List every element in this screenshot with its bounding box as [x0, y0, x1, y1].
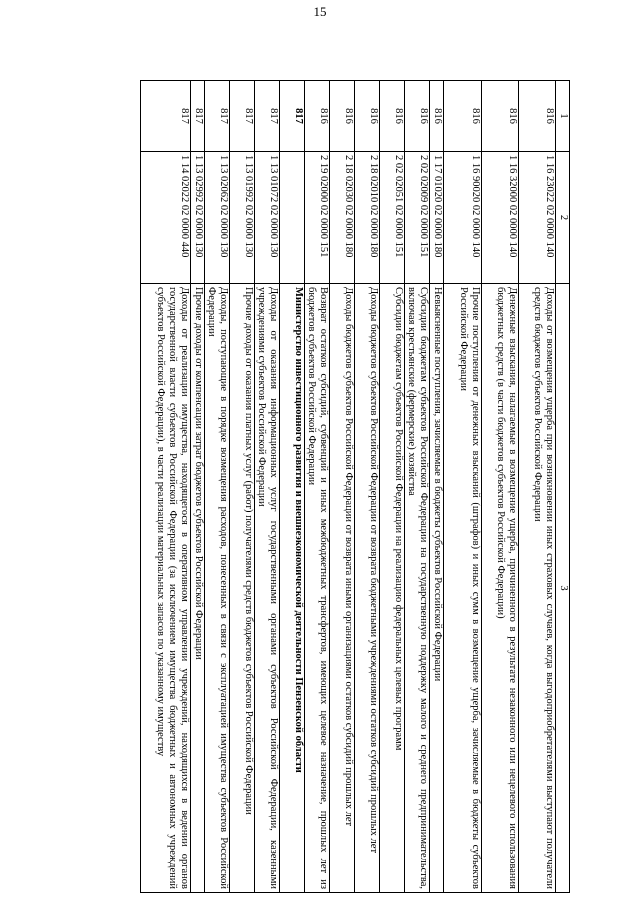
row-code-cell: 817 [255, 81, 280, 152]
table-row [205, 81, 230, 893]
table-row [330, 81, 355, 893]
table-row [255, 81, 280, 893]
row-code-cell: 816 [305, 81, 330, 152]
header-col-1: 1 [556, 81, 570, 152]
row-description-cell: Денежные взыскания, налагаемые в возмещение ущерба, причиненного в результате незаконного или нецелевого использования бюджетных средств (в части бюджетов субъектов Российской Федерации) [482, 284, 519, 893]
header-col-2: 2 [556, 152, 570, 284]
row-description-cell: Доходы, поступающие в порядке возмещения расходов, понесенных в связи с эксплуатацией имущества субъектов Российской Федерации [205, 284, 230, 893]
row-description-cell: Прочие поступления от денежных взысканий (штрафов) и иных сумм в возмещение ущерба, зачисляемые в бюджеты субъектов Российской Федерации [444, 284, 482, 893]
row-kbk-cell: 2 18 02030 02 0000 180 [330, 152, 355, 284]
row-kbk-cell: 2 02 02051 02 0000 151 [380, 152, 405, 284]
table-row [519, 81, 556, 893]
row-kbk-cell: 1 16 23022 02 0000 140 [519, 152, 556, 284]
row-kbk-cell: 1 13 01072 02 0000 130 [255, 152, 280, 284]
row-code-cell: 816 [380, 81, 405, 152]
row-description-cell: Невыясненные поступления, зачисляемые в бюджеты субъектов Российской Федерации [430, 284, 444, 893]
row-description-cell: Доходы от реализации имущества, находящегося в оперативном управлении учреждений, находящихся в ведении органов государственной власти субъектов Российской Федерации (за исключением имущества бюджетных и автономных учреждений субъектов Российской Федерации), в части реализации материальных запасов по указанному имуществу [141, 284, 191, 893]
row-description-cell: Доходы бюджетов субъектов Российской Федерации от возврата иными организациями остатков субсидий прошлых лет [330, 284, 355, 893]
row-code-cell: 817 [141, 81, 191, 152]
table-body [141, 81, 556, 893]
row-kbk-cell: 1 13 02992 02 0000 130 [191, 152, 205, 284]
row-description-cell: Доходы бюджетов субъектов Российской Федерации от возврата бюджетными учреждениями остатков субсидий прошлых лет [355, 284, 380, 893]
table-row [405, 81, 430, 893]
row-code-cell: 817 [205, 81, 230, 152]
row-description-cell: Доходы от оказания информационных услуг государственными органами субъектов Российской Федерации, казенными учреждениями субъектов Российской Федерации [255, 284, 280, 893]
table-row [380, 81, 405, 893]
row-kbk-cell: 2 02 02009 02 0000 151 [405, 152, 430, 284]
row-code-cell: 816 [330, 81, 355, 152]
table-row [355, 81, 380, 893]
row-kbk-cell: 1 13 02062 02 0000 130 [205, 152, 230, 284]
row-kbk-cell: 1 13 01992 02 0000 130 [230, 152, 255, 284]
row-description-cell: Прочие доходы от оказания платных услуг (работ) получателями средств бюджетов субъектов Российской Федерации [230, 284, 255, 893]
table-row [191, 81, 205, 893]
row-description-cell: Министерство инвестиционного развития и внешнеэкономической деятельности Пензенской области [280, 284, 305, 893]
row-code-cell: 816 [519, 81, 556, 152]
row-description-cell: Субсидии бюджетам субъектов Российской Федерации на государственную поддержку малого и среднего предпринимательства, включая крестьянские (фермерские) хозяйства [405, 284, 430, 893]
row-kbk-cell: 2 18 02010 02 0000 180 [355, 152, 380, 284]
header-col-3: 3 [556, 284, 570, 893]
rotated-table-container [72, 80, 570, 892]
row-kbk-cell: 2 19 02000 02 0000 151 [305, 152, 330, 284]
row-kbk-cell: 1 14 02022 02 0000 440 [141, 152, 191, 284]
page-number: 15 [313, 4, 327, 19]
row-kbk-cell: 1 16 90020 02 0000 140 [444, 152, 482, 284]
row-kbk-cell: 1 16 32000 02 0000 140 [482, 152, 519, 284]
row-kbk-cell [280, 152, 305, 284]
row-code-cell: 816 [482, 81, 519, 152]
table-row [430, 81, 444, 893]
row-code-cell: 817 [191, 81, 205, 152]
table-row [141, 81, 191, 893]
table-row [230, 81, 255, 893]
row-code-cell: 816 [355, 81, 380, 152]
income-codes-table [140, 80, 570, 893]
row-code-cell: 817 [280, 81, 305, 152]
row-description-cell: Субсидии бюджетам субъектов Российской Федерации на реализацию федеральных целевых программ [380, 284, 405, 893]
row-kbk-cell: 1 17 01020 02 0000 180 [430, 152, 444, 284]
table-row [482, 81, 519, 893]
row-description-cell: Возврат остатков субсидий, субвенций и иных межбюджетных трансфертов, имеющих целевое назначение, прошлых лет из бюджетов субъектов Российской Федерации [305, 284, 330, 893]
header-row [556, 81, 570, 893]
table-row [305, 81, 330, 893]
row-code-cell: 817 [230, 81, 255, 152]
row-description-cell: Прочие доходы от компенсации затрат бюджетов субъектов Российской Федерации [191, 284, 205, 893]
row-code-cell: 816 [405, 81, 430, 152]
row-description-cell: Доходы от возмещения ущерба при возникновении иных страховых случаев, когда выгодоприобретателями выступают получатели средств бюджетов субъектов Российской Федерации [519, 284, 556, 893]
row-code-cell: 816 [444, 81, 482, 152]
table-row [444, 81, 482, 893]
table-row [280, 81, 305, 893]
row-code-cell: 816 [430, 81, 444, 152]
